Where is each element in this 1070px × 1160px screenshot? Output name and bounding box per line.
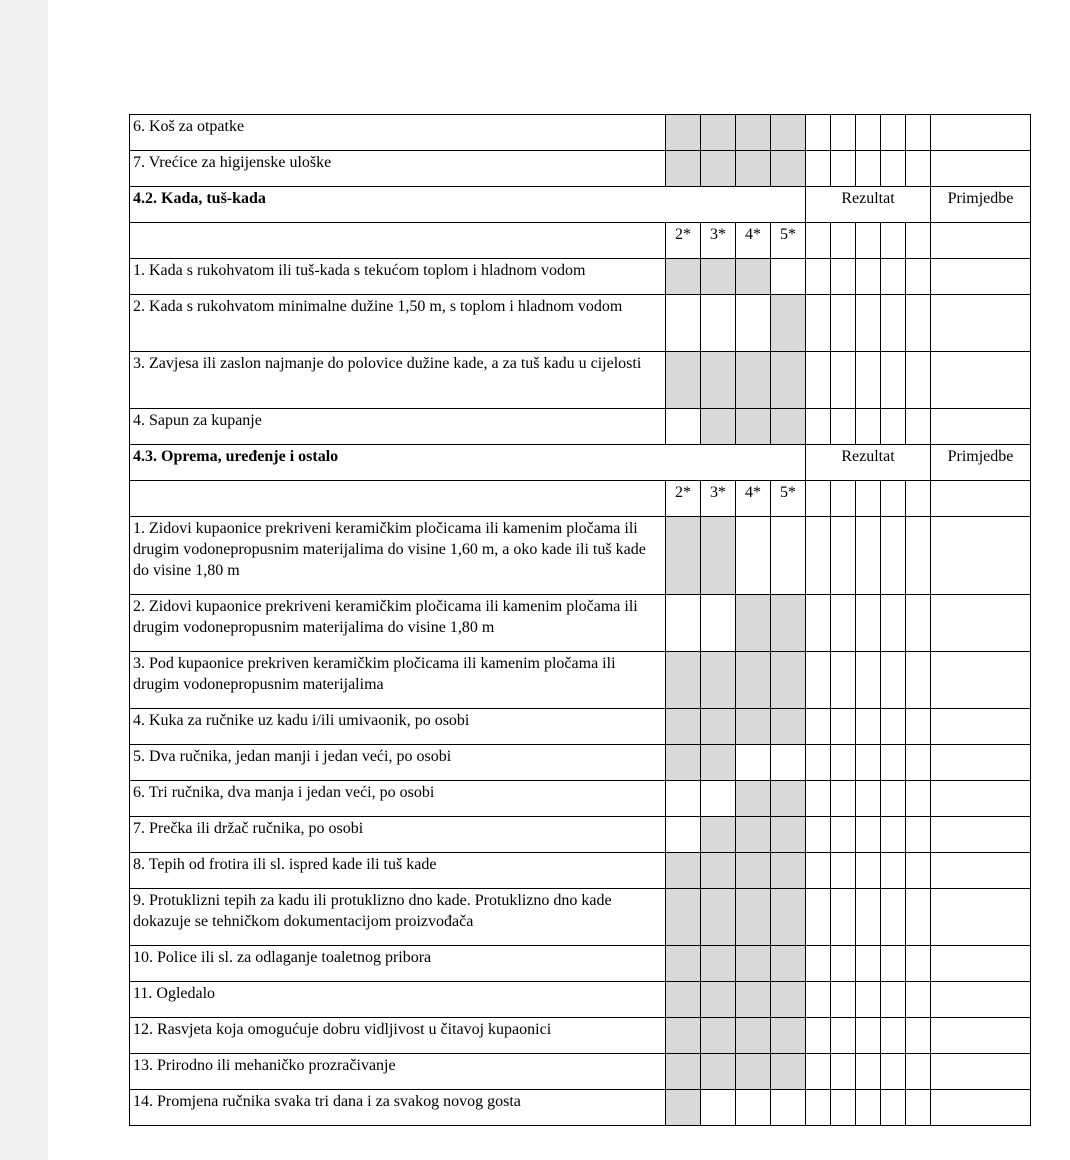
checklist-row (130, 595, 1031, 652)
not-required-cell-3star (701, 652, 736, 709)
result-cell (806, 481, 831, 517)
result-cell[interactable] (806, 1090, 831, 1126)
not-required-cell-5star (771, 1018, 806, 1054)
result-cell[interactable] (806, 982, 831, 1018)
checklist-row (130, 409, 1031, 445)
section-title: 4.2. Kada, tuš-kada (130, 187, 806, 223)
result-cell[interactable] (856, 409, 881, 445)
result-cell[interactable] (806, 709, 831, 745)
result-cell[interactable] (906, 652, 931, 709)
not-required-cell-4star (736, 853, 771, 889)
item-label: 4. Sapun za kupanje (130, 409, 666, 445)
result-cell[interactable] (806, 781, 831, 817)
result-cell[interactable] (806, 517, 831, 595)
remarks-cell[interactable] (931, 982, 1031, 1018)
result-cell[interactable] (806, 1054, 831, 1090)
result-cell[interactable] (806, 946, 831, 982)
result-cell[interactable] (856, 853, 881, 889)
not-required-cell-5star (771, 352, 806, 409)
checklist-row (130, 817, 1031, 853)
not-required-cell-5star (771, 982, 806, 1018)
required-cell-3star (701, 1090, 736, 1126)
star-header-spacer (130, 481, 666, 517)
item-label: 7. Prečka ili držač ručnika, po osobi (130, 817, 666, 853)
item-label: 10. Police ili sl. za odlaganje toaletnog pribora (130, 946, 666, 982)
checklist-row (130, 151, 1031, 187)
item-label: 6. Tri ručnika, dva manja i jedan veći, po osobi (130, 781, 666, 817)
remarks-cell[interactable] (931, 409, 1031, 445)
not-required-cell-3star (701, 1018, 736, 1054)
result-cell[interactable] (856, 817, 881, 853)
not-required-cell-3star (701, 889, 736, 946)
result-cell[interactable] (806, 352, 831, 409)
not-required-cell-3star (701, 1054, 736, 1090)
remarks-cell[interactable] (931, 853, 1031, 889)
result-cell[interactable] (831, 352, 856, 409)
item-label: 11. Ogledalo (130, 982, 666, 1018)
result-cell[interactable] (856, 1018, 881, 1054)
not-required-cell-5star (771, 652, 806, 709)
result-cell[interactable] (831, 745, 856, 781)
result-cell[interactable] (831, 709, 856, 745)
remarks-cell (931, 223, 1031, 259)
star-category-header: 5* (771, 223, 806, 259)
item-label: 5. Dva ručnika, jedan manji i jedan veći, po osobi (130, 745, 666, 781)
result-cell[interactable] (881, 889, 906, 946)
classification-checklist-table (129, 114, 1031, 1126)
not-required-cell-3star (701, 259, 736, 295)
required-cell-4star (736, 517, 771, 595)
result-cell[interactable] (906, 982, 931, 1018)
result-cell[interactable] (856, 889, 881, 946)
checklist-row (130, 517, 1031, 595)
result-cell[interactable] (856, 151, 881, 187)
remarks-cell[interactable] (931, 1054, 1031, 1090)
result-cell[interactable] (831, 817, 856, 853)
result-cell[interactable] (881, 817, 906, 853)
result-cell[interactable] (856, 652, 881, 709)
remarks-cell[interactable] (931, 151, 1031, 187)
star-header-row (130, 223, 1031, 259)
result-cell (906, 223, 931, 259)
result-cell[interactable] (856, 352, 881, 409)
star-header-row (130, 481, 1031, 517)
result-cell[interactable] (906, 745, 931, 781)
result-cell[interactable] (806, 853, 831, 889)
result-cell[interactable] (806, 889, 831, 946)
result-cell[interactable] (831, 115, 856, 151)
remarks-cell[interactable] (931, 595, 1031, 652)
item-label: 13. Prirodno ili mehaničko prozračivanje (130, 1054, 666, 1090)
not-required-cell-5star (771, 595, 806, 652)
not-required-cell-5star (771, 817, 806, 853)
item-label: 1. Kada s rukohvatom ili tuš-kada s tekućom toplom i hladnom vodom (130, 259, 666, 295)
not-required-cell-2star (666, 151, 701, 187)
result-cell[interactable] (906, 115, 931, 151)
not-required-cell-2star (666, 259, 701, 295)
result-header: Rezultat (806, 445, 931, 481)
not-required-cell-3star (701, 982, 736, 1018)
not-required-cell-3star (701, 853, 736, 889)
result-cell[interactable] (881, 115, 906, 151)
result-cell[interactable] (906, 1054, 931, 1090)
result-cell[interactable] (856, 1090, 881, 1126)
not-required-cell-4star (736, 781, 771, 817)
checklist-row (130, 1018, 1031, 1054)
checklist-row (130, 982, 1031, 1018)
result-cell[interactable] (831, 1054, 856, 1090)
result-cell[interactable] (856, 517, 881, 595)
not-required-cell-4star (736, 982, 771, 1018)
not-required-cell-3star (701, 352, 736, 409)
star-category-header: 4* (736, 481, 771, 517)
result-cell[interactable] (906, 595, 931, 652)
result-cell[interactable] (906, 352, 931, 409)
result-cell[interactable] (831, 889, 856, 946)
result-cell[interactable] (831, 517, 856, 595)
required-cell-2star (666, 817, 701, 853)
result-cell[interactable] (881, 1018, 906, 1054)
result-cell[interactable] (881, 709, 906, 745)
result-cell[interactable] (906, 151, 931, 187)
checklist-row (130, 1090, 1031, 1126)
not-required-cell-4star (736, 889, 771, 946)
item-label: 3. Pod kupaonice prekriven keramičkim pločicama ili kamenim pločama ili drugim vodonepropusnim materijalima (130, 652, 666, 709)
result-cell[interactable] (856, 115, 881, 151)
required-cell-3star (701, 781, 736, 817)
not-required-cell-2star (666, 709, 701, 745)
remarks-cell (931, 481, 1031, 517)
result-cell (856, 481, 881, 517)
item-label: 4. Kuka za ručnike uz kadu i/ili umivaonik, po osobi (130, 709, 666, 745)
result-cell (831, 481, 856, 517)
required-cell-4star (736, 1090, 771, 1126)
not-required-cell-4star (736, 259, 771, 295)
item-label: 12. Rasvjeta koja omogućuje dobru vidljivost u čitavoj kupaonici (130, 1018, 666, 1054)
not-required-cell-2star (666, 115, 701, 151)
required-cell-5star (771, 259, 806, 295)
section-header-row (130, 187, 1031, 223)
result-cell[interactable] (806, 652, 831, 709)
checklist-row (130, 259, 1031, 295)
item-label: 2. Zidovi kupaonice prekriveni keramičkim pločicama ili kamenim pločama ili drugim vodonepropusnim materijalima do visine 1,80 m (130, 595, 666, 652)
remarks-cell[interactable] (931, 115, 1031, 151)
not-required-cell-2star (666, 517, 701, 595)
result-cell[interactable] (906, 259, 931, 295)
required-cell-5star (771, 517, 806, 595)
result-cell[interactable] (881, 151, 906, 187)
star-category-header: 2* (666, 481, 701, 517)
result-cell (881, 223, 906, 259)
remarks-cell[interactable] (931, 709, 1031, 745)
remarks-cell[interactable] (931, 946, 1031, 982)
result-cell (831, 223, 856, 259)
not-required-cell-5star (771, 889, 806, 946)
not-required-cell-2star (666, 853, 701, 889)
checklist-row (130, 1054, 1031, 1090)
not-required-cell-3star (701, 151, 736, 187)
remarks-cell[interactable] (931, 889, 1031, 946)
not-required-cell-5star (771, 151, 806, 187)
result-cell[interactable] (806, 259, 831, 295)
remarks-cell[interactable] (931, 817, 1031, 853)
not-required-cell-2star (666, 982, 701, 1018)
not-required-cell-5star (771, 781, 806, 817)
result-cell[interactable] (831, 595, 856, 652)
not-required-cell-5star (771, 1054, 806, 1090)
result-cell[interactable] (906, 1018, 931, 1054)
not-required-cell-2star (666, 1018, 701, 1054)
remarks-cell[interactable] (931, 295, 1031, 352)
result-cell[interactable] (831, 409, 856, 445)
result-cell[interactable] (906, 946, 931, 982)
item-label: 14. Promjena ručnika svaka tri dana i za svakog novog gosta (130, 1090, 666, 1126)
remarks-header: Primjedbe (931, 445, 1031, 481)
star-category-header: 3* (701, 223, 736, 259)
item-label: 9. Protuklizni tepih za kadu ili protuklizno dno kade. Protuklizno dno kade dokazuje se tehničkom dokumentacijom proizvođača (130, 889, 666, 946)
required-cell-3star (701, 295, 736, 352)
checklist-row (130, 352, 1031, 409)
not-required-cell-4star (736, 115, 771, 151)
result-cell[interactable] (856, 595, 881, 652)
star-category-header: 2* (666, 223, 701, 259)
checklist-row (130, 781, 1031, 817)
not-required-cell-4star (736, 352, 771, 409)
item-label: 2. Kada s rukohvatom minimalne dužine 1,50 m, s toplom i hladnom vodom (130, 295, 666, 352)
result-cell[interactable] (806, 151, 831, 187)
not-required-cell-3star (701, 817, 736, 853)
result-cell[interactable] (906, 517, 931, 595)
remarks-header: Primjedbe (931, 187, 1031, 223)
checklist-row (130, 889, 1031, 946)
not-required-cell-3star (701, 745, 736, 781)
result-cell[interactable] (831, 853, 856, 889)
not-required-cell-2star (666, 745, 701, 781)
not-required-cell-5star (771, 409, 806, 445)
result-cell[interactable] (881, 517, 906, 595)
result-cell[interactable] (881, 259, 906, 295)
not-required-cell-4star (736, 595, 771, 652)
not-required-cell-4star (736, 1018, 771, 1054)
result-cell[interactable] (906, 709, 931, 745)
result-cell[interactable] (906, 889, 931, 946)
checklist-row (130, 115, 1031, 151)
result-cell[interactable] (881, 982, 906, 1018)
result-cell[interactable] (806, 115, 831, 151)
star-category-header: 3* (701, 481, 736, 517)
item-label: 7. Vrećice za higijenske uloške (130, 151, 666, 187)
result-cell[interactable] (881, 1054, 906, 1090)
not-required-cell-3star (701, 946, 736, 982)
result-cell[interactable] (856, 709, 881, 745)
remarks-cell[interactable] (931, 352, 1031, 409)
result-cell[interactable] (881, 781, 906, 817)
checklist-body (130, 115, 1031, 1126)
result-cell[interactable] (831, 982, 856, 1018)
result-cell[interactable] (906, 853, 931, 889)
not-required-cell-5star (771, 853, 806, 889)
checklist-row (130, 946, 1031, 982)
result-cell[interactable] (806, 745, 831, 781)
checklist-row (130, 745, 1031, 781)
result-cell[interactable] (881, 595, 906, 652)
result-cell[interactable] (881, 853, 906, 889)
required-cell-3star (701, 595, 736, 652)
item-label: 3. Zavjesa ili zaslon najmanje do polovice dužine kade, a za tuš kadu u cijelosti (130, 352, 666, 409)
remarks-cell[interactable] (931, 781, 1031, 817)
required-cell-4star (736, 745, 771, 781)
required-cell-4star (736, 295, 771, 352)
result-cell[interactable] (856, 982, 881, 1018)
result-cell[interactable] (856, 1054, 881, 1090)
result-cell[interactable] (856, 745, 881, 781)
result-cell[interactable] (831, 295, 856, 352)
not-required-cell-5star (771, 115, 806, 151)
result-cell[interactable] (906, 781, 931, 817)
checklist-row (130, 295, 1031, 352)
star-category-header: 4* (736, 223, 771, 259)
result-cell[interactable] (831, 151, 856, 187)
not-required-cell-5star (771, 295, 806, 352)
result-cell[interactable] (856, 946, 881, 982)
not-required-cell-2star (666, 1090, 701, 1126)
section-title: 4.3. Oprema, uređenje i ostalo (130, 445, 806, 481)
result-cell[interactable] (881, 295, 906, 352)
result-cell[interactable] (806, 295, 831, 352)
star-header-spacer (130, 223, 666, 259)
checklist-row (130, 652, 1031, 709)
result-cell[interactable] (881, 745, 906, 781)
result-cell (806, 223, 831, 259)
result-cell (881, 481, 906, 517)
not-required-cell-4star (736, 817, 771, 853)
not-required-cell-2star (666, 652, 701, 709)
not-required-cell-4star (736, 946, 771, 982)
not-required-cell-5star (771, 709, 806, 745)
not-required-cell-3star (701, 115, 736, 151)
result-cell[interactable] (856, 781, 881, 817)
result-cell[interactable] (906, 817, 931, 853)
not-required-cell-4star (736, 409, 771, 445)
required-cell-2star (666, 295, 701, 352)
result-cell[interactable] (831, 1090, 856, 1126)
item-label: 8. Tepih od frotira ili sl. ispred kade ili tuš kade (130, 853, 666, 889)
not-required-cell-2star (666, 352, 701, 409)
not-required-cell-4star (736, 652, 771, 709)
result-cell[interactable] (856, 295, 881, 352)
result-cell[interactable] (806, 409, 831, 445)
not-required-cell-3star (701, 709, 736, 745)
result-cell[interactable] (806, 595, 831, 652)
not-required-cell-4star (736, 1054, 771, 1090)
required-cell-5star (771, 745, 806, 781)
result-cell[interactable] (831, 946, 856, 982)
result-cell[interactable] (831, 652, 856, 709)
result-cell[interactable] (906, 295, 931, 352)
required-cell-2star (666, 409, 701, 445)
viewer-left-rail (0, 0, 48, 1160)
result-header: Rezultat (806, 187, 931, 223)
not-required-cell-5star (771, 946, 806, 982)
checklist-row (130, 853, 1031, 889)
required-cell-5star (771, 1090, 806, 1126)
result-cell[interactable] (806, 1018, 831, 1054)
result-cell[interactable] (806, 817, 831, 853)
item-label: 1. Zidovi kupaonice prekriveni keramičkim pločicama ili kamenim pločama ili drugim vodonepropusnim materijalima do visine 1,60 m, a oko kade ili tuš kade do visine 1,80 m (130, 517, 666, 595)
result-cell[interactable] (881, 352, 906, 409)
result-cell[interactable] (831, 781, 856, 817)
section-header-row (130, 445, 1031, 481)
result-cell[interactable] (906, 409, 931, 445)
not-required-cell-2star (666, 1054, 701, 1090)
result-cell[interactable] (831, 1018, 856, 1054)
result-cell[interactable] (856, 259, 881, 295)
not-required-cell-3star (701, 517, 736, 595)
result-cell (856, 223, 881, 259)
result-cell[interactable] (831, 259, 856, 295)
result-cell[interactable] (881, 946, 906, 982)
not-required-cell-4star (736, 151, 771, 187)
result-cell (906, 481, 931, 517)
star-category-header: 5* (771, 481, 806, 517)
remarks-cell[interactable] (931, 517, 1031, 595)
not-required-cell-2star (666, 889, 701, 946)
result-cell[interactable] (881, 1090, 906, 1126)
remarks-cell[interactable] (931, 745, 1031, 781)
result-cell[interactable] (881, 652, 906, 709)
not-required-cell-4star (736, 709, 771, 745)
remarks-cell[interactable] (931, 259, 1031, 295)
checklist-row (130, 709, 1031, 745)
remarks-cell[interactable] (931, 652, 1031, 709)
not-required-cell-2star (666, 946, 701, 982)
required-cell-2star (666, 595, 701, 652)
result-cell[interactable] (906, 1090, 931, 1126)
item-label: 6. Koš za otpatke (130, 115, 666, 151)
result-cell[interactable] (881, 409, 906, 445)
required-cell-2star (666, 781, 701, 817)
not-required-cell-3star (701, 409, 736, 445)
remarks-cell[interactable] (931, 1090, 1031, 1126)
remarks-cell[interactable] (931, 1018, 1031, 1054)
